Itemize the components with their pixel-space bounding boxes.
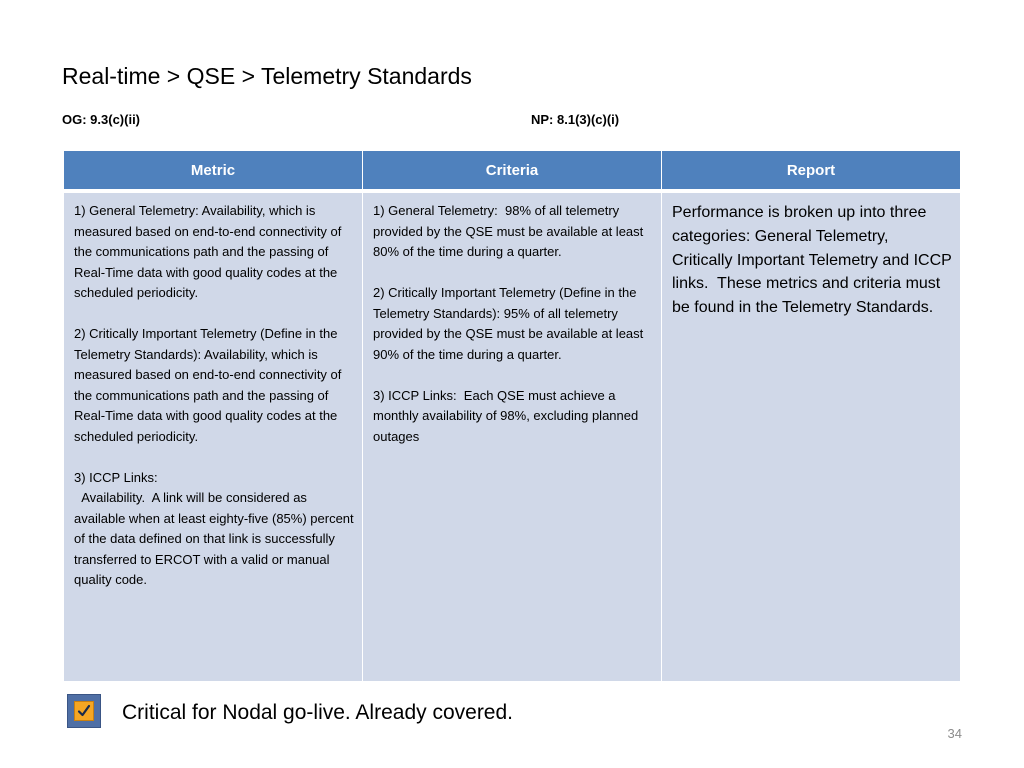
slide-title: Real-time > QSE > Telemetry Standards xyxy=(62,63,472,89)
header-report: Report xyxy=(662,151,960,189)
criteria-cell xyxy=(363,193,661,681)
metric-general-telemetry: 1) General Telemetry: Availability, which is measured based on end-to-end connectivity of the communications path and the passing of Real-Time data with good quality codes at the scheduled periodicity. xyxy=(74,203,346,300)
telemetry-standards-table xyxy=(64,151,960,683)
metric-critical-telemetry: 2) Critically Important Telemetry (Define in the Telemetry Standards): Availability, which is measured based on end-to-end connectivity of the communications path and the passing of Real-Time data with good quality codes at the scheduled periodicity. xyxy=(74,326,346,444)
criteria-general-telemetry: 1) General Telemetry: 98% of all telemetry provided by the QSE must be available at least 80% of the time during a quarter. xyxy=(373,203,647,259)
criteria-critical-telemetry: 2) Critically Important Telemetry (Define in the Telemetry Standards): 95% of all telemetry provided by the QSE must be available at least 90% of the time during a quarter. xyxy=(373,285,647,362)
footer-note: Critical for Nodal go-live. Already covered. xyxy=(122,701,514,724)
metric-cell xyxy=(64,193,362,681)
og-reference: OG: 9.3(c)(ii) xyxy=(62,112,141,127)
np-reference: NP: 8.1(3)(c)(i) xyxy=(531,112,620,127)
report-text: Performance is broken up into three categories: General Telemetry, Critically Important Telemetry and ICCP links. These metrics and criteria must be found in the Telemetry Standards. xyxy=(672,204,956,317)
header-metric: Metric xyxy=(64,151,362,189)
page-number: 34 xyxy=(947,726,962,741)
metric-iccp-links: 3) ICCP Links: Availability. A link will be considered as available when at least eighty-five (85%) percent of the data defined on that link is successfully transferred to ERCOT with a valid or manual quality code. xyxy=(74,469,354,587)
checkbox-checked-icon xyxy=(67,694,101,728)
criteria-iccp-links: 3) ICCP Links: Each QSE must achieve a monthly availability of 98%, excluding planned outages xyxy=(373,387,642,444)
header-criteria: Criteria xyxy=(363,151,661,189)
checkmark-icon xyxy=(74,701,94,721)
report-cell xyxy=(662,193,960,681)
